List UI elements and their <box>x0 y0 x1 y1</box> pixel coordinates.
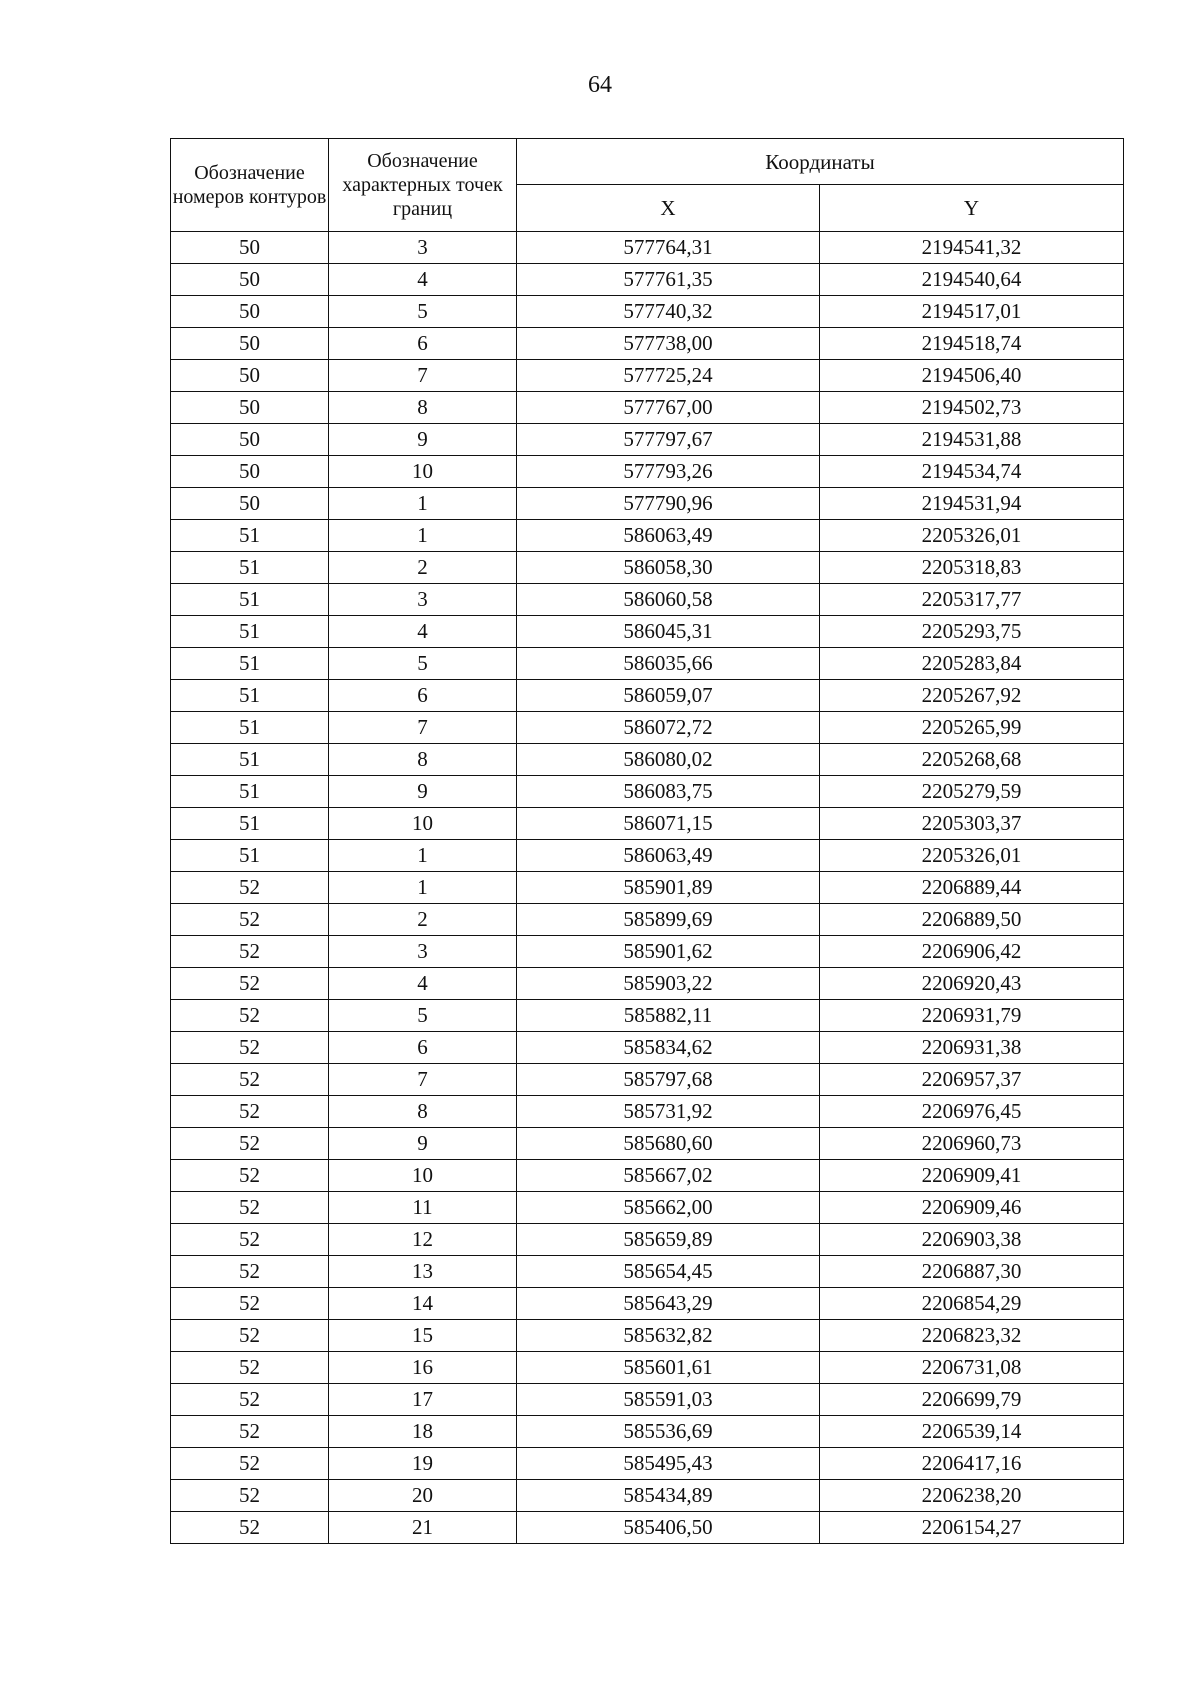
table-row <box>171 296 1124 328</box>
cell-point-number: 3 <box>329 584 517 616</box>
cell-point-number: 9 <box>329 424 517 456</box>
cell-point-number: 4 <box>329 616 517 648</box>
table-header <box>171 139 1124 232</box>
header-coordinates: Координаты <box>517 139 1124 185</box>
table-row <box>171 232 1124 264</box>
table-row <box>171 1352 1124 1384</box>
cell-x: 585834,62 <box>517 1032 820 1064</box>
cell-point-number: 3 <box>329 936 517 968</box>
cell-point-number: 16 <box>329 1352 517 1384</box>
table-row <box>171 424 1124 456</box>
cell-contour-number: 52 <box>171 1224 329 1256</box>
cell-x: 585797,68 <box>517 1064 820 1096</box>
cell-contour-number: 51 <box>171 744 329 776</box>
table-row <box>171 552 1124 584</box>
cell-x: 585601,61 <box>517 1352 820 1384</box>
cell-x: 577797,67 <box>517 424 820 456</box>
table-row <box>171 1160 1124 1192</box>
header-x: X <box>517 185 820 232</box>
cell-y: 2194541,32 <box>820 232 1124 264</box>
cell-x: 585901,89 <box>517 872 820 904</box>
cell-point-number: 1 <box>329 840 517 872</box>
cell-contour-number: 52 <box>171 1128 329 1160</box>
table-row <box>171 392 1124 424</box>
cell-contour-number: 50 <box>171 488 329 520</box>
cell-y: 2206854,29 <box>820 1288 1124 1320</box>
cell-point-number: 7 <box>329 360 517 392</box>
cell-y: 2206957,37 <box>820 1064 1124 1096</box>
cell-y: 2206931,79 <box>820 1000 1124 1032</box>
cell-y: 2206699,79 <box>820 1384 1124 1416</box>
cell-x: 585662,00 <box>517 1192 820 1224</box>
cell-x: 585899,69 <box>517 904 820 936</box>
cell-contour-number: 51 <box>171 520 329 552</box>
cell-contour-number: 51 <box>171 616 329 648</box>
table-row <box>171 616 1124 648</box>
cell-point-number: 2 <box>329 904 517 936</box>
table-row <box>171 1384 1124 1416</box>
cell-point-number: 7 <box>329 712 517 744</box>
table-row <box>171 1448 1124 1480</box>
cell-point-number: 5 <box>329 648 517 680</box>
table-row <box>171 1256 1124 1288</box>
cell-x: 586063,49 <box>517 840 820 872</box>
cell-x: 585434,89 <box>517 1480 820 1512</box>
cell-x: 586071,15 <box>517 808 820 840</box>
header-y: Y <box>820 185 1124 232</box>
table-row <box>171 584 1124 616</box>
cell-point-number: 1 <box>329 488 517 520</box>
header-contour-number: Обозначение номеров контуров <box>171 139 329 232</box>
cell-contour-number: 50 <box>171 456 329 488</box>
header-boundary-point: Обозначение характерных точек границ <box>329 139 517 232</box>
cell-y: 2194518,74 <box>820 328 1124 360</box>
cell-y: 2194502,73 <box>820 392 1124 424</box>
cell-y: 2205318,83 <box>820 552 1124 584</box>
cell-contour-number: 52 <box>171 1096 329 1128</box>
cell-x: 577761,35 <box>517 264 820 296</box>
cell-y: 2206889,44 <box>820 872 1124 904</box>
table-row <box>171 1416 1124 1448</box>
cell-point-number: 13 <box>329 1256 517 1288</box>
cell-y: 2205267,92 <box>820 680 1124 712</box>
cell-contour-number: 50 <box>171 360 329 392</box>
cell-y: 2206909,41 <box>820 1160 1124 1192</box>
cell-contour-number: 52 <box>171 1064 329 1096</box>
cell-contour-number: 51 <box>171 776 329 808</box>
cell-contour-number: 51 <box>171 552 329 584</box>
table-row <box>171 1128 1124 1160</box>
cell-contour-number: 50 <box>171 392 329 424</box>
cell-y: 2206909,46 <box>820 1192 1124 1224</box>
cell-contour-number: 50 <box>171 328 329 360</box>
table-row <box>171 1032 1124 1064</box>
cell-point-number: 10 <box>329 1160 517 1192</box>
table-row <box>171 776 1124 808</box>
cell-point-number: 10 <box>329 456 517 488</box>
cell-point-number: 6 <box>329 1032 517 1064</box>
cell-point-number: 12 <box>329 1224 517 1256</box>
cell-x: 585632,82 <box>517 1320 820 1352</box>
cell-point-number: 8 <box>329 392 517 424</box>
cell-point-number: 9 <box>329 1128 517 1160</box>
cell-y: 2206154,27 <box>820 1512 1124 1544</box>
cell-contour-number: 51 <box>171 840 329 872</box>
cell-x: 585406,50 <box>517 1512 820 1544</box>
cell-x: 585680,60 <box>517 1128 820 1160</box>
cell-x: 577793,26 <box>517 456 820 488</box>
cell-contour-number: 52 <box>171 1416 329 1448</box>
table-row <box>171 872 1124 904</box>
cell-y: 2206931,38 <box>820 1032 1124 1064</box>
cell-x: 586072,72 <box>517 712 820 744</box>
table-row <box>171 648 1124 680</box>
cell-contour-number: 52 <box>171 1512 329 1544</box>
cell-x: 585903,22 <box>517 968 820 1000</box>
table-row <box>171 1288 1124 1320</box>
cell-point-number: 3 <box>329 232 517 264</box>
cell-point-number: 11 <box>329 1192 517 1224</box>
table-row <box>171 680 1124 712</box>
cell-y: 2206238,20 <box>820 1480 1124 1512</box>
cell-y: 2205293,75 <box>820 616 1124 648</box>
cell-contour-number: 52 <box>171 904 329 936</box>
cell-contour-number: 51 <box>171 712 329 744</box>
cell-y: 2206903,38 <box>820 1224 1124 1256</box>
table-row <box>171 1224 1124 1256</box>
cell-point-number: 8 <box>329 744 517 776</box>
cell-contour-number: 52 <box>171 1032 329 1064</box>
cell-contour-number: 52 <box>171 1384 329 1416</box>
table-row <box>171 264 1124 296</box>
cell-y: 2205317,77 <box>820 584 1124 616</box>
table-row <box>171 1000 1124 1032</box>
table-row <box>171 520 1124 552</box>
cell-contour-number: 52 <box>171 1320 329 1352</box>
cell-x: 586063,49 <box>517 520 820 552</box>
cell-point-number: 21 <box>329 1512 517 1544</box>
table-row <box>171 808 1124 840</box>
table-row <box>171 712 1124 744</box>
table-body <box>171 232 1124 1544</box>
cell-contour-number: 52 <box>171 1000 329 1032</box>
cell-y: 2206920,43 <box>820 968 1124 1000</box>
cell-point-number: 10 <box>329 808 517 840</box>
cell-y: 2194517,01 <box>820 296 1124 328</box>
cell-y: 2206731,08 <box>820 1352 1124 1384</box>
cell-y: 2206960,73 <box>820 1128 1124 1160</box>
cell-x: 585901,62 <box>517 936 820 968</box>
cell-contour-number: 52 <box>171 968 329 1000</box>
cell-point-number: 18 <box>329 1416 517 1448</box>
cell-contour-number: 50 <box>171 232 329 264</box>
table-row <box>171 1512 1124 1544</box>
cell-point-number: 8 <box>329 1096 517 1128</box>
cell-point-number: 15 <box>329 1320 517 1352</box>
cell-point-number: 7 <box>329 1064 517 1096</box>
cell-x: 585495,43 <box>517 1448 820 1480</box>
cell-y: 2194534,74 <box>820 456 1124 488</box>
cell-contour-number: 51 <box>171 584 329 616</box>
cell-contour-number: 50 <box>171 296 329 328</box>
cell-y: 2205326,01 <box>820 840 1124 872</box>
cell-x: 577725,24 <box>517 360 820 392</box>
page-number: 64 <box>588 72 612 98</box>
cell-x: 585536,69 <box>517 1416 820 1448</box>
cell-point-number: 5 <box>329 296 517 328</box>
coordinates-table <box>170 138 1124 1544</box>
cell-y: 2206889,50 <box>820 904 1124 936</box>
cell-x: 586058,30 <box>517 552 820 584</box>
cell-x: 577767,00 <box>517 392 820 424</box>
cell-point-number: 6 <box>329 328 517 360</box>
cell-contour-number: 52 <box>171 1288 329 1320</box>
cell-x: 577764,31 <box>517 232 820 264</box>
cell-y: 2206976,45 <box>820 1096 1124 1128</box>
cell-x: 586035,66 <box>517 648 820 680</box>
cell-y: 2205326,01 <box>820 520 1124 552</box>
cell-y: 2194506,40 <box>820 360 1124 392</box>
table-row <box>171 968 1124 1000</box>
cell-y: 2194540,64 <box>820 264 1124 296</box>
cell-y: 2205303,37 <box>820 808 1124 840</box>
cell-point-number: 5 <box>329 1000 517 1032</box>
cell-y: 2205268,68 <box>820 744 1124 776</box>
cell-x: 586060,58 <box>517 584 820 616</box>
table-row <box>171 840 1124 872</box>
table-row <box>171 328 1124 360</box>
cell-point-number: 4 <box>329 968 517 1000</box>
cell-x: 586080,02 <box>517 744 820 776</box>
cell-contour-number: 52 <box>171 1352 329 1384</box>
cell-contour-number: 52 <box>171 1192 329 1224</box>
cell-contour-number: 51 <box>171 680 329 712</box>
cell-x: 586045,31 <box>517 616 820 648</box>
cell-point-number: 9 <box>329 776 517 808</box>
cell-contour-number: 52 <box>171 1480 329 1512</box>
cell-contour-number: 52 <box>171 936 329 968</box>
cell-point-number: 6 <box>329 680 517 712</box>
cell-contour-number: 51 <box>171 648 329 680</box>
cell-y: 2206906,42 <box>820 936 1124 968</box>
cell-point-number: 4 <box>329 264 517 296</box>
cell-contour-number: 52 <box>171 1448 329 1480</box>
table-row <box>171 1480 1124 1512</box>
table-row <box>171 1064 1124 1096</box>
cell-point-number: 19 <box>329 1448 517 1480</box>
cell-point-number: 2 <box>329 552 517 584</box>
cell-x: 586059,07 <box>517 680 820 712</box>
cell-x: 577790,96 <box>517 488 820 520</box>
table-row <box>171 1320 1124 1352</box>
table-row <box>171 744 1124 776</box>
cell-x: 577738,00 <box>517 328 820 360</box>
cell-point-number: 17 <box>329 1384 517 1416</box>
cell-y: 2205283,84 <box>820 648 1124 680</box>
cell-x: 586083,75 <box>517 776 820 808</box>
cell-x: 585667,02 <box>517 1160 820 1192</box>
cell-y: 2205279,59 <box>820 776 1124 808</box>
table-row <box>171 904 1124 936</box>
cell-point-number: 20 <box>329 1480 517 1512</box>
table-row <box>171 936 1124 968</box>
cell-x: 577740,32 <box>517 296 820 328</box>
cell-y: 2206823,32 <box>820 1320 1124 1352</box>
cell-x: 585591,03 <box>517 1384 820 1416</box>
table-row <box>171 1096 1124 1128</box>
cell-point-number: 1 <box>329 520 517 552</box>
cell-y: 2206417,16 <box>820 1448 1124 1480</box>
cell-contour-number: 52 <box>171 872 329 904</box>
cell-x: 585659,89 <box>517 1224 820 1256</box>
cell-contour-number: 51 <box>171 808 329 840</box>
cell-point-number: 1 <box>329 872 517 904</box>
table-row <box>171 360 1124 392</box>
cell-contour-number: 50 <box>171 264 329 296</box>
table-row <box>171 456 1124 488</box>
cell-x: 585643,29 <box>517 1288 820 1320</box>
cell-point-number: 14 <box>329 1288 517 1320</box>
cell-contour-number: 50 <box>171 424 329 456</box>
cell-x: 585654,45 <box>517 1256 820 1288</box>
cell-contour-number: 52 <box>171 1256 329 1288</box>
cell-y: 2194531,88 <box>820 424 1124 456</box>
cell-x: 585731,92 <box>517 1096 820 1128</box>
cell-y: 2194531,94 <box>820 488 1124 520</box>
cell-y: 2205265,99 <box>820 712 1124 744</box>
table-row <box>171 488 1124 520</box>
cell-x: 585882,11 <box>517 1000 820 1032</box>
cell-contour-number: 52 <box>171 1160 329 1192</box>
cell-y: 2206539,14 <box>820 1416 1124 1448</box>
cell-y: 2206887,30 <box>820 1256 1124 1288</box>
table-row <box>171 1192 1124 1224</box>
